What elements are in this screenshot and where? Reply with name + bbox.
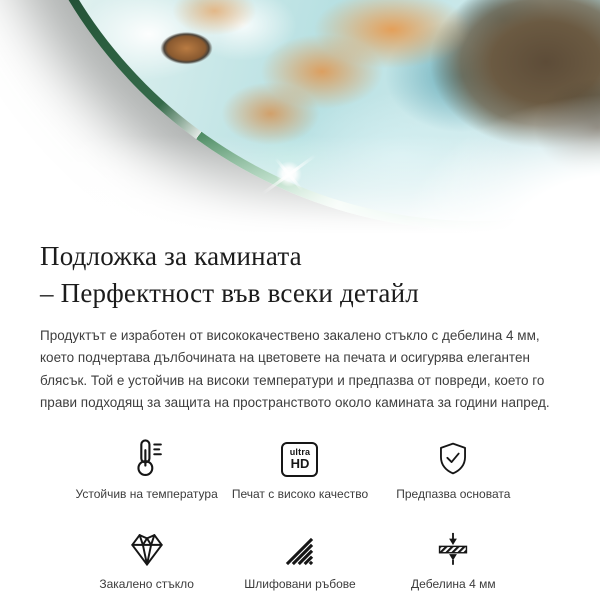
feature-label: Дебелина 4 мм (411, 576, 496, 591)
feature-tempered-glass (70, 523, 223, 591)
feature-label: Закалено стъкло (99, 576, 194, 591)
polished-edges-icon (284, 523, 315, 567)
ultra-hd-icon (281, 433, 318, 477)
feature-temperature (70, 433, 223, 501)
ultra-hd-text-bottom: HD (290, 456, 310, 472)
feature-thickness (377, 523, 530, 591)
diamond-icon (127, 523, 167, 567)
feature-print-quality (223, 433, 376, 501)
glass-disc-edge (0, 0, 600, 230)
product-description-text: Продуктът е изработен от висококачествено закалено стъкло с дебелина 4 мм, което подчертава дълбочината на цветовете на печата и осигурява елегантен блясък. Той е устойчив на високи температури и предпазва от повреди, което го прави подходящ за защита на пространството около камината за години напред. (40, 328, 550, 411)
thermometer-icon (127, 433, 167, 477)
shield-check-icon (436, 433, 470, 477)
feature-label: Печат с високо качество (231, 486, 369, 501)
product-description-section (0, 238, 600, 591)
product-hero (0, 0, 600, 234)
page-title (40, 238, 560, 312)
page-title-line1: Подложка за камината (40, 241, 302, 271)
feature-label: Шлифовани ръбове (244, 576, 356, 591)
product-image (9, 0, 600, 221)
feature-protects-base (377, 433, 530, 501)
thickness-icon (436, 523, 470, 567)
feature-label: Устойчив на температура (75, 486, 218, 501)
feature-label: Предпазва основата (396, 486, 511, 501)
feature-grid (70, 433, 530, 591)
ultra-hd-text-top: ultra (289, 447, 311, 458)
feature-polished-edges (223, 523, 376, 591)
page-title-line2: – Перфектност във всеки детайл (40, 278, 419, 308)
